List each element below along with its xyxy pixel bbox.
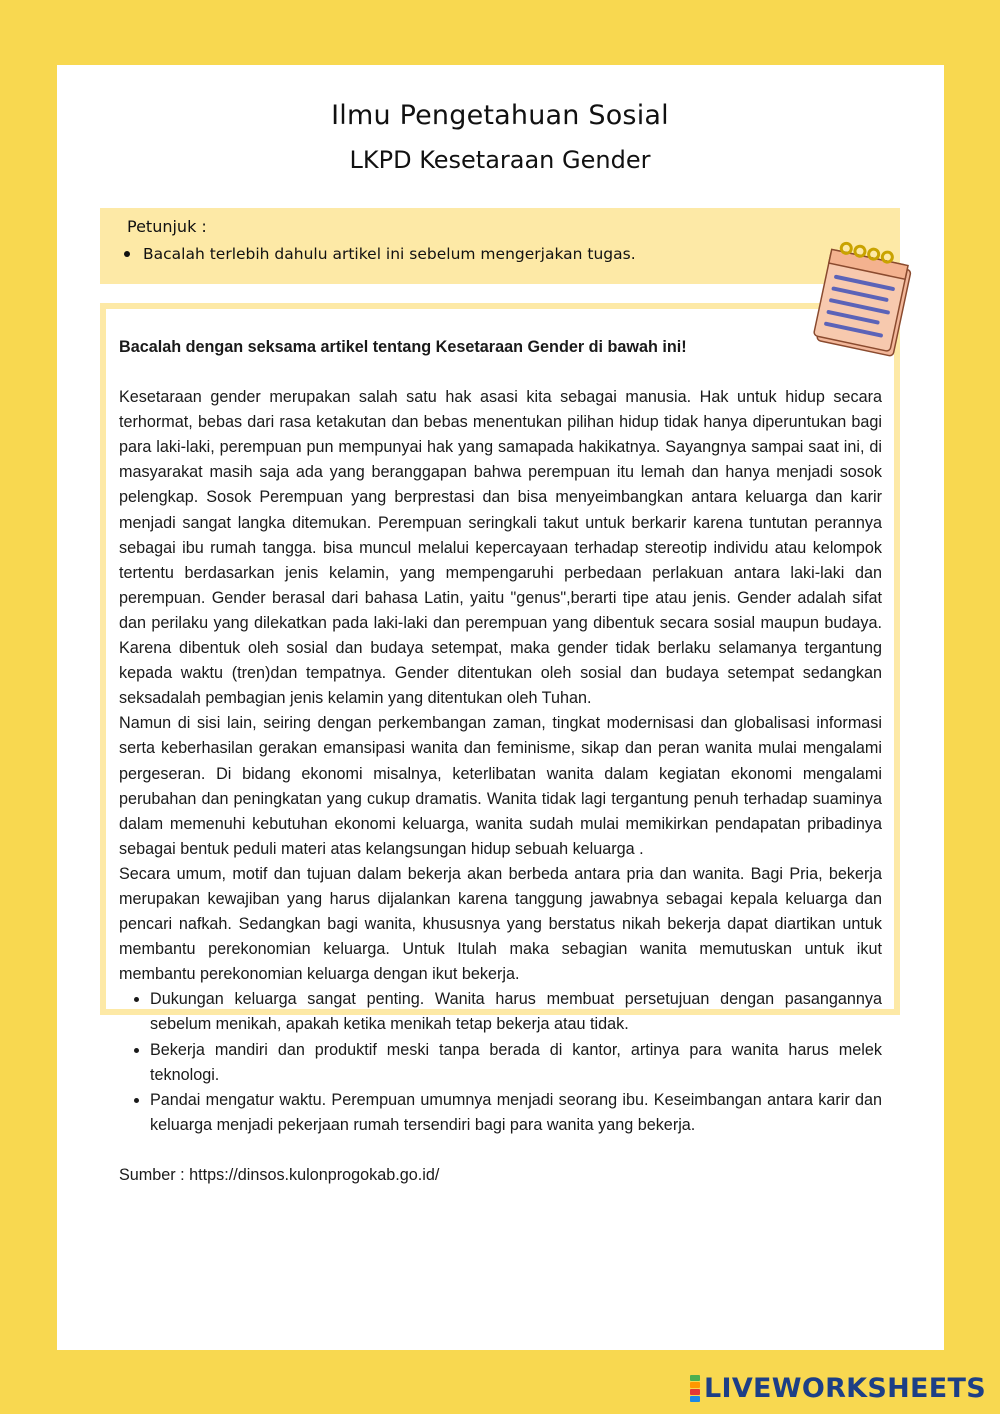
article-paragraph: Namun di sisi lain, seiring dengan perkembangan zaman, tingkat modernisasi dan globalisasi informasi serta keberhasilan gerakan emansipasi wanita dan feminisme, sikap dan peran wanita mulai mengalami pergeseran. Di bidang ekonomi misalnya, keterlibatan wanita dalam kegiatan ekonomi mengalami perubahan dan peningkatan yang cukup dramatis. Wanita tidak lagi tergantung penuh terhadap suaminya dalam memenuhi kebutuhan ekonomi keluarga, wanita sudah mulai memikirkan pendapatan pribadinya sebagai bentuk peduli materi atas kelangsungan hidup sebuah keluarga . — [119, 714, 882, 858]
list-item: • Pandai mengatur waktu. Perempuan umumnya menjadi seorang ibu. Keseimbangan antara karir dan keluarga menjadi pekerjaan rumah tersendiri bagi para wanita yang bekerja. — [150, 1088, 882, 1138]
article-paragraph: Kesetaraan gender merupakan salah satu hak asasi kita sebagai manusia. Hak untuk hidup secara terhormat, bebas dari rasa ketakutan dan bebas menentukan pilihan hidup tidak hanya diperuntukan bagi para laki-laki, perempuan pun mempunyai hak yang samapada hakikatnya. Sayangnya sampai saat ini, di masyarakat masih saja ada yang beranggapan bahwa perempuan itu lemah dan hanya menjadi sosok pelengkap. Sosok Perempuan yang berprestasi dan bisa menyeimbangkan antara keluarga dan karir menjadi sangat langka ditemukan. Perempuan seringkali takut untuk berkarir karena tuntutan perannya sebagai ibu rumah tangga. bisa muncul melalui kepercayaan terhadap stereotip individu atau kelompok tertentu berdasarkan jenis kelamin, yang mempengaruhi perbedaan perlakuan antara laki-laki dan perempuan. Gender berasal dari bahasa Latin, yaitu "genus",berarti tipe atau jenis. Gender adalah sifat dan perilaku yang dilekatkan pada laki-laki dan perempuan yang dibentuk secara sosial maupun budaya. Karena dibentuk oleh sosial dan budaya setempat, maka gender tidak berlaku selamanya tergantung kepada waktu (tren)dan tempatnya. Gender ditentukan oleh sosial dan budaya setempat sedangkan seksadalah pembagian jenis kelamin yang ditentukan oleh Tuhan. — [119, 388, 882, 708]
article — [119, 335, 882, 1188]
article-lead: Bacalah dengan seksama artikel tentang Kesetaraan Gender di bawah ini! — [119, 338, 687, 356]
instructions-heading: Petunjuk : — [127, 217, 207, 236]
instructions-item-text: Bacalah terlebih dahulu artikel ini sebelum mengerjakan tugas. — [143, 245, 636, 263]
instructions-box — [100, 208, 900, 284]
brand-watermark[interactable] — [690, 1373, 986, 1404]
article-paragraph: Secara umum, motif dan tujuan dalam bekerja akan berbeda antara pria dan wanita. Bagi Pria, bekerja merupakan kewajiban yang harus dijalankan karena tanggung jawabnya sebagai kepala keluarga dan pencari nafkah. Sedangkan bagi wanita, khususnya yang berstatus nikah bekerja dapat diartikan untuk membantu perekonomian keluarga. Untuk Itulah maka sebagian wanita memutuskan untuk ikut membantu perekonomian keluarga dengan ikut bekerja. — [119, 864, 882, 984]
bullet-icon — [124, 251, 130, 257]
page-subtitle: LKPD Kesetaraan Gender — [349, 146, 651, 174]
list-item: • Bekerja mandiri dan produktif meski tanpa berada di kantor, artinya para wanita harus melek teknologi. — [150, 1038, 882, 1088]
brand-name: LIVEWORKSHEETS — [703, 1373, 986, 1404]
list-item: • Dukungan keluarga sangat penting. Wanita harus membuat persetujuan dengan pasangannya sebelum menikah, apakah ketika menikah tetap bekerja atau tidak. — [150, 987, 882, 1037]
article-points — [119, 987, 882, 1138]
instructions-item — [124, 245, 636, 263]
liveworksheets-logo-icon — [690, 1375, 700, 1402]
page-title: Ilmu Pengetahuan Sosial — [331, 100, 669, 131]
article-source: Sumber : https://dinsos.kulonprogokab.go.id/ — [119, 1165, 440, 1184]
